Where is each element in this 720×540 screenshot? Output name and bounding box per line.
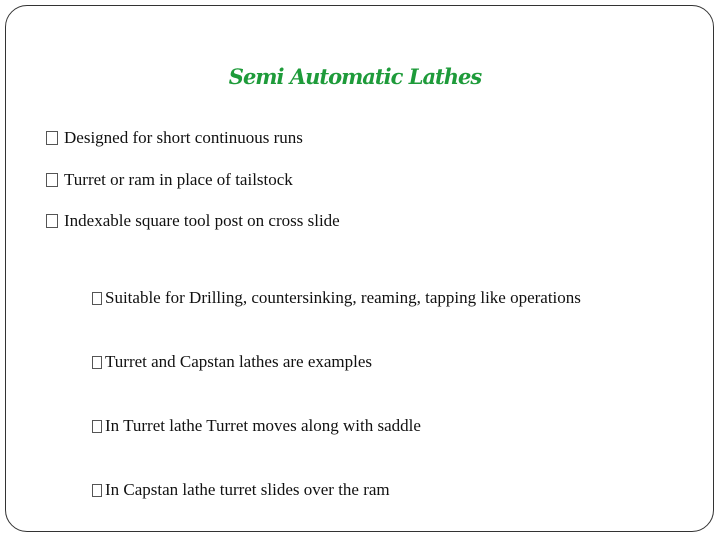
checkbox-bullet-icon — [46, 173, 58, 187]
checkbox-bullet-icon — [46, 214, 58, 228]
sub-bullet-item — [92, 288, 581, 308]
bullet-item — [46, 211, 340, 231]
checkbox-bullet-icon — [46, 131, 58, 145]
bullet-text: Indexable square tool post on cross slide — [64, 211, 340, 230]
sub-bullet-text: In Turret lathe Turret moves along with saddle — [105, 416, 421, 435]
bullet-item — [46, 128, 303, 148]
sub-bullet-text: Suitable for Drilling, countersinking, reaming, tapping like operations — [105, 288, 581, 307]
sub-bullet-item — [92, 416, 421, 436]
slide-title: Semi Automatic Lathes — [228, 64, 482, 89]
bullet-item — [46, 170, 293, 190]
bullet-text: Turret or ram in place of tailstock — [64, 170, 293, 189]
checkbox-bullet-icon — [92, 420, 102, 433]
checkbox-bullet-icon — [92, 292, 102, 305]
sub-bullet-text: Turret and Capstan lathes are examples — [105, 352, 373, 371]
sub-bullet-item — [92, 352, 372, 372]
sub-bullet-item — [92, 480, 390, 500]
checkbox-bullet-icon — [92, 484, 102, 497]
bullet-text: Designed for short continuous runs — [64, 128, 303, 147]
checkbox-bullet-icon — [92, 356, 102, 369]
sub-bullet-text: In Capstan lathe turret slides over the ram — [105, 480, 390, 499]
